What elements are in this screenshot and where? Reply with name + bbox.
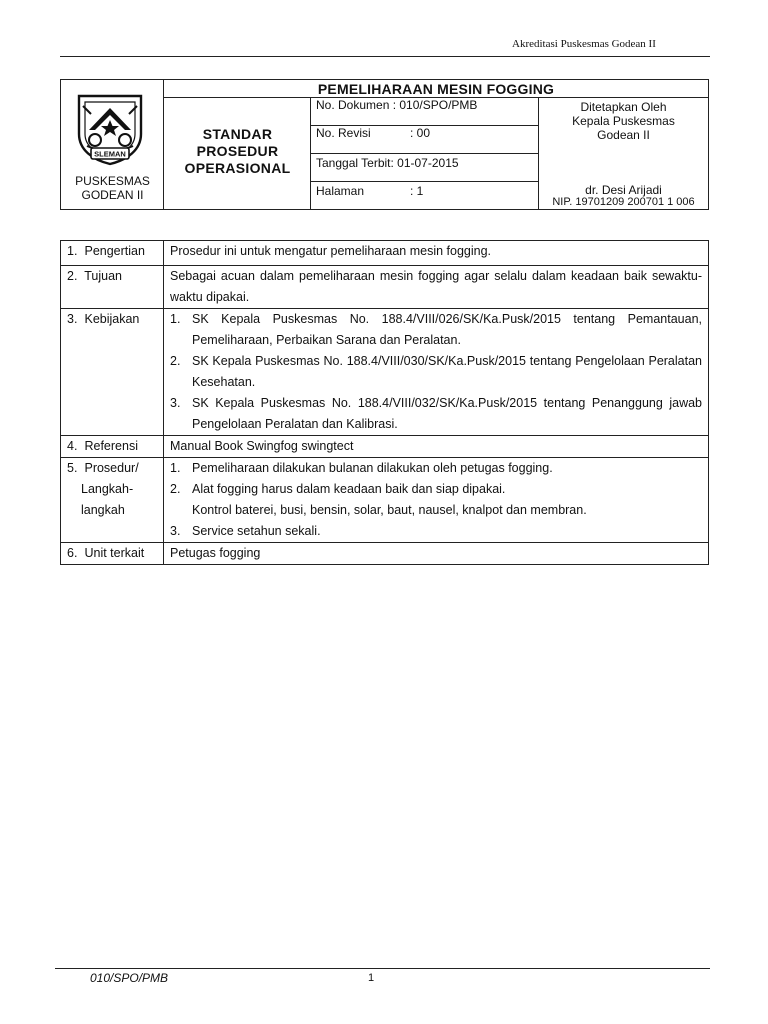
footer-rule <box>55 968 710 969</box>
approval-heading <box>539 100 708 142</box>
pengertian-text: Prosedur ini untuk mengatur pemeliharaan mesin fogging. <box>170 244 492 258</box>
doc-number-value: : 010/SPO/PMB <box>392 98 478 112</box>
sleman-logo-icon <box>71 90 149 168</box>
list-item: 3. Service setahun sekali. <box>170 524 321 538</box>
row-unit-terkait <box>61 543 708 564</box>
logo-cell <box>61 80 164 209</box>
doc-number-label: No. Dokumen <box>316 98 390 112</box>
approval-line2: Kepala Puskesmas <box>572 114 675 128</box>
sop-line3: OPERASIONAL <box>184 160 291 176</box>
org-name-line2: GODEAN II <box>81 188 144 202</box>
sop-line1: STANDAR <box>202 126 273 142</box>
row-referensi <box>61 436 708 458</box>
header-table <box>60 79 709 210</box>
row-label: 3. Kebijakan <box>61 309 164 435</box>
doc-number-cell <box>311 98 539 126</box>
row-label: 1. Pengertian <box>61 241 164 265</box>
prosedur-list <box>164 458 708 542</box>
issue-date-cell <box>311 154 539 182</box>
top-rule <box>60 56 710 57</box>
footer-page-number: 1 <box>368 972 375 984</box>
issue-date-value: : 01-07-2015 <box>390 156 459 170</box>
list-item: 2. SK Kepala Puskesmas No. 188.4/VIII/030/SK/Ka.Pusk/2015 tentang Pengelolaan Peralatan Kesehatan. <box>170 354 702 389</box>
page-cell <box>311 182 539 209</box>
page-value: : 1 <box>410 184 424 198</box>
revision-cell <box>311 126 539 154</box>
signatory-name: dr. Desi Arijadi <box>585 183 662 197</box>
row-kebijakan <box>61 309 708 436</box>
row-pengertian <box>61 241 708 266</box>
row-label: 5. Prosedur/ Langkah- langkah <box>61 458 164 542</box>
approval-line1: Ditetapkan Oleh <box>580 100 667 114</box>
row-label: 6. Unit terkait <box>61 543 164 564</box>
org-name-line1: PUSKESMAS <box>75 174 150 188</box>
revision-label: No. Revisi <box>316 126 371 140</box>
list-item: 1. Pemeliharaan dilakukan bulanan dilakukan oleh petugas fogging. <box>170 461 553 475</box>
logo-ribbon-text: SLEMAN <box>94 149 126 159</box>
sop-label <box>164 126 311 177</box>
row-label: 2. Tujuan <box>61 266 164 308</box>
procedure-table <box>60 240 709 565</box>
approval-cell <box>539 98 708 209</box>
footer-doc-code: 010/SPO/PMB <box>90 971 169 985</box>
kebijakan-list <box>164 309 708 435</box>
page-label: Halaman <box>316 184 365 198</box>
revision-value: : 00 <box>410 126 431 140</box>
sop-line2: PROSEDUR <box>196 143 279 159</box>
referensi-text: Manual Book Swingfog swingtect <box>170 439 354 453</box>
document-title: PEMELIHARAAN MESIN FOGGING <box>164 80 708 98</box>
row-prosedur <box>61 458 708 543</box>
list-item: 3. SK Kepala Puskesmas No. 188.4/VIII/032/SK/Ka.Pusk/2015 tentang Penanggung jawab Pengelolaan Peralatan dan Kalibrasi. <box>170 396 702 431</box>
top-note: Akreditasi Puskesmas Godean II <box>512 38 656 50</box>
org-name <box>61 174 164 202</box>
list-item: Kontrol baterei, busi, bensin, solar, baut, nausel, knalpot dan membran. <box>192 503 587 517</box>
list-item: 1. SK Kepala Puskesmas No. 188.4/VIII/026/SK/Ka.Pusk/2015 tentang Pemantauan, Pemeliharaan, Perbaikan Sarana dan Peralatan. <box>170 312 702 347</box>
unit-text: Petugas fogging <box>170 546 261 560</box>
signatory-nip: NIP. 19701209 200701 1 006 <box>552 196 695 208</box>
row-label: 4. Referensi <box>61 436 164 457</box>
list-item: 2. Alat fogging harus dalam keadaan baik dan siap dipakai. <box>170 482 506 496</box>
sop-cell <box>164 98 311 209</box>
approval-line3: Godean II <box>597 128 650 142</box>
tujuan-text: Sebagai acuan dalam pemeliharaan mesin fogging agar selalu dalam keadaan baik sewaktu-waktu dipakai. <box>170 269 702 304</box>
issue-date-label: Tanggal Terbit <box>316 156 391 170</box>
row-tujuan <box>61 266 708 309</box>
